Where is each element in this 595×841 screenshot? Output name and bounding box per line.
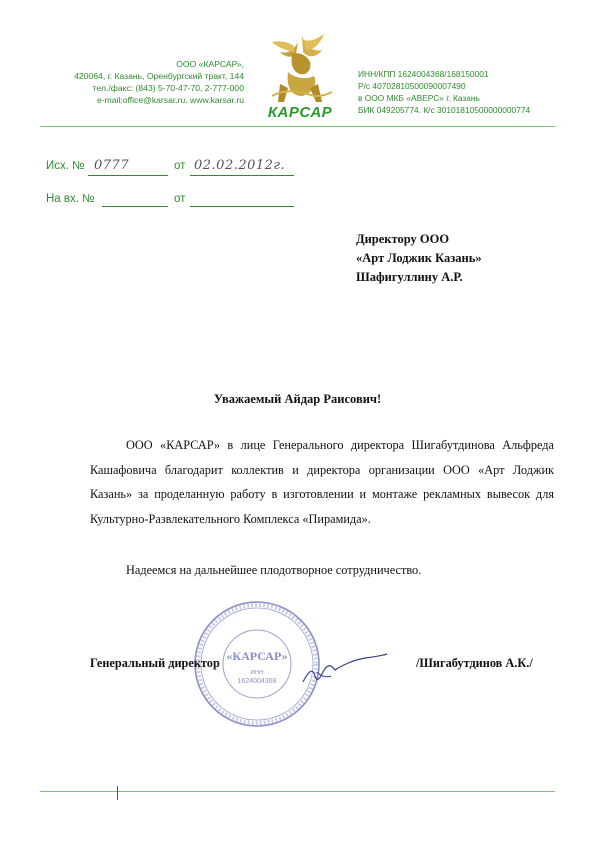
incoming-date-underline	[190, 206, 294, 207]
addressee-block	[356, 230, 482, 287]
inn-kpp: ИНН/КПП 1624004368/168150001	[358, 69, 489, 79]
incoming-number-underline	[102, 206, 168, 207]
company-contact-block	[20, 58, 244, 106]
incoming-date-label: от	[174, 193, 186, 205]
addressee-position: Директору ООО	[356, 232, 450, 246]
outgoing-number-underline	[88, 175, 168, 176]
body-paragraph-2: Надеемся на дальнейшее плодотворное сотрудничество.	[126, 563, 422, 577]
company-name: ООО «КАРСАР»,	[176, 59, 244, 69]
outgoing-date-handwritten: 02.02.2012г.	[194, 158, 286, 173]
svg-text:1624004368: 1624004368	[237, 678, 277, 685]
addressee-name: Шафигуллину А.Р.	[356, 270, 463, 284]
outgoing-date-label: от	[174, 160, 186, 172]
signatory-name: /Шигабутдинов А.К./	[416, 656, 533, 670]
settlement-account: Р/с 40702810500090007490	[358, 81, 466, 91]
addressee-company: «Арт Лоджик Казань»	[356, 251, 482, 265]
bank-name: в ООО МКБ «АВЕРС» г. Казань	[358, 93, 480, 103]
letterhead-divider	[40, 126, 555, 127]
logo-wordmark: КАРСАР	[267, 104, 333, 121]
incoming-number-label: На вх. №	[46, 193, 95, 205]
handwritten-signature	[295, 642, 395, 692]
outgoing-number-label: Исх. №	[46, 160, 85, 172]
bank-details-block	[358, 68, 588, 116]
body-paragraph-1: ООО «КАРСАР» в лице Генерального директора Шигабутдинова Альфреда Кашафовича благодарит коллектив и директора организации ООО «Арт Лоджик Казань» за проделанную работу в изготовлении и монтаже рекламных вывесок для Культурно-Развлекательного Комплекса «Пирамида».	[90, 438, 554, 526]
company-phone: тел./факс: (843) 5-70-47-70, 2-777-000	[92, 83, 244, 93]
bik-correspondent-account: БИК 049205774. К/с 30101810500000000774	[358, 105, 531, 115]
outgoing-date-underline	[190, 175, 294, 176]
greeting: Уважаемый Айдар Раисович!	[213, 392, 382, 406]
footer-tick-mark	[117, 786, 118, 800]
signatory-title: Генеральный директор	[90, 656, 220, 670]
outgoing-number-handwritten: 0777	[94, 158, 130, 173]
svg-text:ИНН: ИНН	[250, 670, 264, 676]
company-email-web: e-mail:office@karsar.ru. www.karsar.ru	[96, 95, 244, 105]
svg-text:«КАРСАР»: «КАРСАР»	[226, 649, 288, 663]
company-address: 420064, г. Казань, Оренбургский тракт, 144	[74, 71, 244, 81]
